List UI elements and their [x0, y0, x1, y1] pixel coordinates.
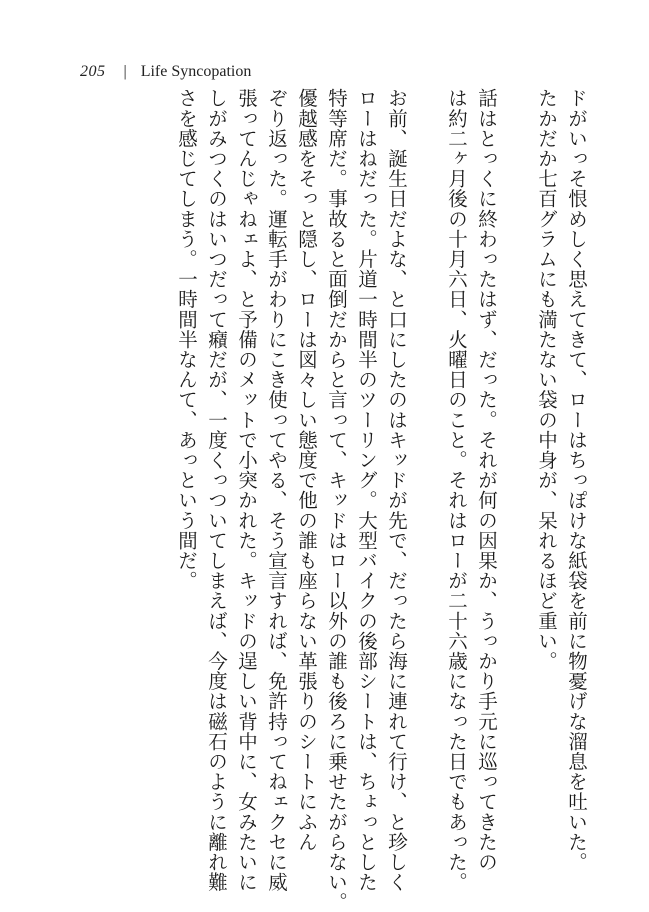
- text-line: 優越感をそっと隠し、ローは図々しい態度で他の誰も座らない革張りのシートにふん: [295, 88, 318, 852]
- text-line: さを感じてしまう。一時間半なんて、あっという間だ。: [175, 88, 198, 591]
- text-line: ぞり返った。運転手がわりにこき使ってやる、そう宣言すれば、免許持ってねェクセに威: [265, 88, 288, 892]
- text-line: は約二ヶ月後の十月六日、火曜日のこと。それはローが二十六歳になった日でもあった。: [445, 88, 468, 892]
- text-line: 張ってんじゃねェよ、と予備のメットで小突かれた。キッドの逞しい背中に、女みたいに: [235, 88, 258, 892]
- book-title: Life Syncopation: [140, 63, 252, 80]
- running-header: [80, 60, 251, 84]
- text-line: 特等席だ。事故ると面倒だからと言って、キッドはロー以外の誰も後ろに乗せたがらない。: [325, 88, 348, 912]
- vertical-text-body: [66, 88, 591, 912]
- header-separator: |: [123, 63, 127, 80]
- text-line: お前、誕生日だよな、と口にしたのはキッドが先で、だったら海に連れて行け、と珍しく: [385, 88, 408, 892]
- page-number: 205: [80, 63, 106, 80]
- text-line: しがみつくのはいつだって癪だが、一度くっついてしまえば、今度は磁石のように離れ難: [205, 88, 228, 892]
- text-line: ローはねだった。片道一時間半のツーリング。大型バイクの後部シートは、ちょっとした: [355, 88, 378, 892]
- text-line: 話はとっくに終わったはず、だった。それが何の因果か、うっかり手元に巡ってきたの: [475, 88, 498, 872]
- paragraph-break: [501, 88, 531, 868]
- text-line: たかだか七百グラムにも満たない袋の中身が、呆れるほど重い。: [535, 88, 558, 671]
- paragraph-break: [411, 88, 441, 868]
- text-line: ドがいっそ恨めしく思えてきて、ローはちっぽけな紙袋を前に物憂げな溜息を吐いた。: [565, 88, 588, 872]
